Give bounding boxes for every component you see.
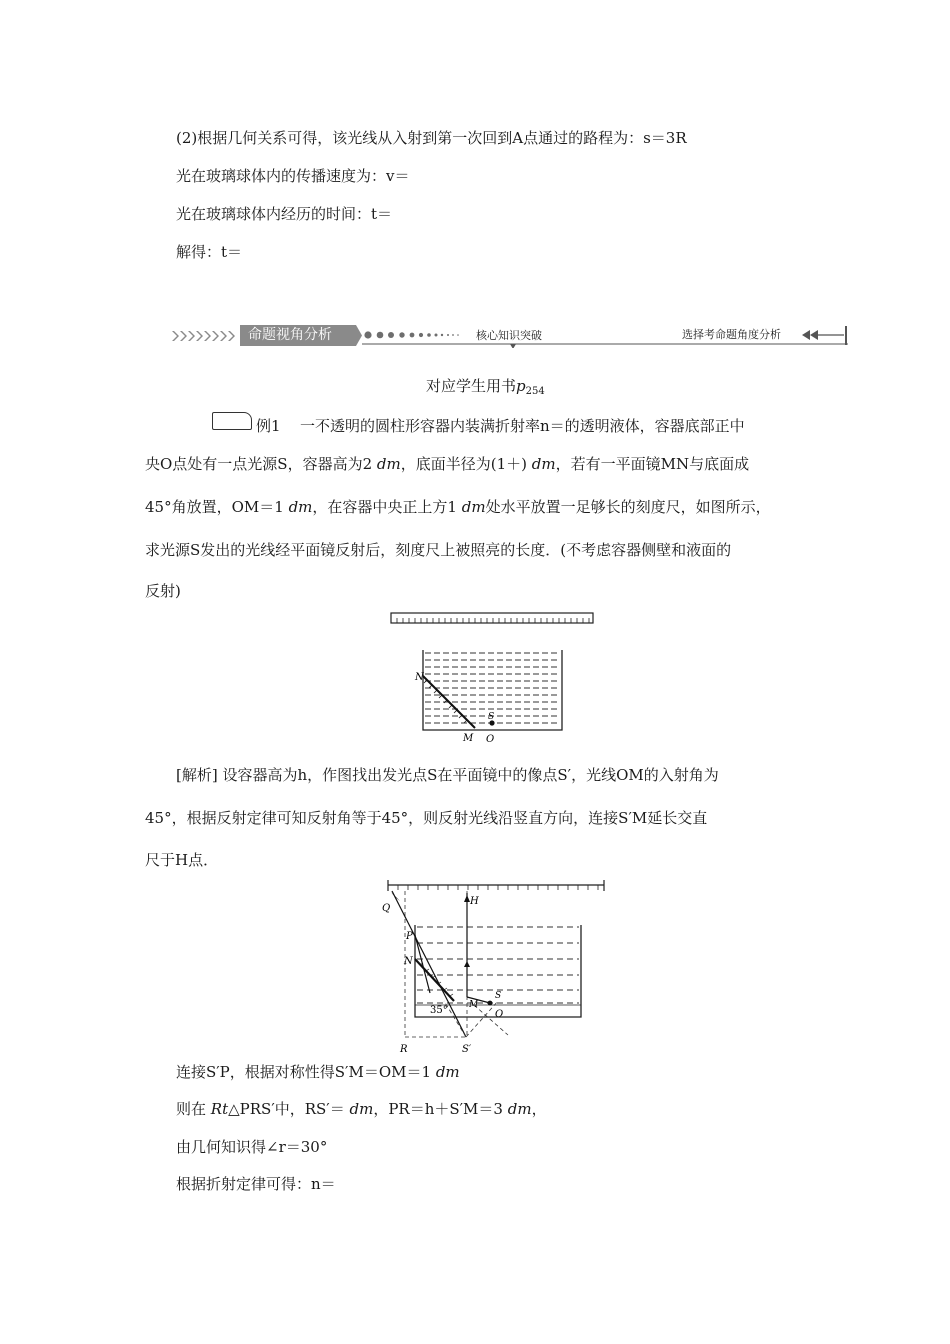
example-label: 例1: [256, 417, 281, 435]
text-line: 反射): [145, 582, 181, 600]
text-line: 求光源S发出的光线经平面镜反射后，刻度尺上被照亮的长度．(不考虑容器侧壁和液面的: [145, 541, 732, 559]
text-line: 则在 Rt△PRS′中，RS′＝ dm，PR＝h＋S′M＝3 dm，: [176, 1100, 547, 1118]
svg-text:M: M: [469, 1000, 479, 1010]
svg-text:S: S: [495, 991, 502, 1001]
back-arrows-icon: [802, 330, 818, 340]
ray-diagram: [378, 877, 608, 1057]
svg-text:M: M: [463, 733, 474, 744]
svg-text:H: H: [470, 896, 479, 907]
svg-text:N: N: [415, 672, 424, 683]
text-line: 45°，根据反射定律可知反射角等于45°，则反射光线沿竖直方向，连接S′M延长交直: [145, 809, 708, 827]
svg-text:N: N: [404, 956, 413, 967]
text-line: 根据折射定律可得：n＝: [176, 1175, 336, 1193]
dots-decoration: [364, 331, 458, 338]
svg-text:S: S: [488, 712, 495, 722]
svg-text:O: O: [486, 734, 495, 745]
svg-text:S′: S′: [462, 1044, 472, 1055]
container-diagram: [385, 610, 600, 748]
svg-text:R: R: [400, 1044, 408, 1055]
text-line: 光在玻璃球体内经历的时间：t＝: [176, 205, 393, 223]
text-line: 央O点处有一点光源S，容器高为2 dm，底面半径为(1＋) dm，若有一平面镜MN与底面成: [145, 455, 750, 473]
banner-right-label: 选择考命题角度分析: [682, 328, 781, 341]
text-line: (2)根据几何关系可得，该光线从入射到第一次回到A点通过的路程为：s＝3R: [176, 129, 687, 147]
example-tag-box: [212, 412, 252, 430]
text-line: 解得：t＝: [176, 243, 243, 261]
banner-center-label: 核心知识突破: [476, 329, 542, 342]
chevron-arrows-icon: [172, 331, 235, 341]
svg-text:35°: 35°: [430, 1005, 448, 1016]
text-line: [解析] 设容器高为h，作图找出发光点S在平面镜中的像点S′，光线OM的入射角为: [176, 766, 719, 784]
book-reference: 对应学生用书$p_{254}$: [426, 377, 545, 397]
mirror: [415, 959, 454, 1001]
text-line: 连接S′P，根据对称性得S′M＝OM＝1 dm: [176, 1063, 460, 1081]
svg-text:Q: Q: [382, 903, 391, 914]
banner-left-label: 命题视角分析: [248, 327, 332, 343]
svg-text:P: P: [406, 931, 413, 942]
text-line: 尺于H点．: [145, 851, 219, 869]
text-line: 45°角放置，OM＝1 dm，在容器中央正上方1 dm处水平放置一足够长的刻度尺，如图所示，: [145, 498, 771, 516]
ruler-ticks: [397, 618, 589, 623]
section-banner: [172, 324, 848, 348]
text-line: 一不透明的圆柱形容器内装满折射率n＝的透明液体，容器底部正中: [300, 417, 745, 435]
ruler-ticks: [398, 885, 598, 890]
text-line: 由几何知识得∠r＝30°: [176, 1138, 328, 1156]
svg-text:O: O: [495, 1009, 504, 1020]
text-line: 光在玻璃球体内的传播速度为：v＝: [176, 167, 410, 185]
